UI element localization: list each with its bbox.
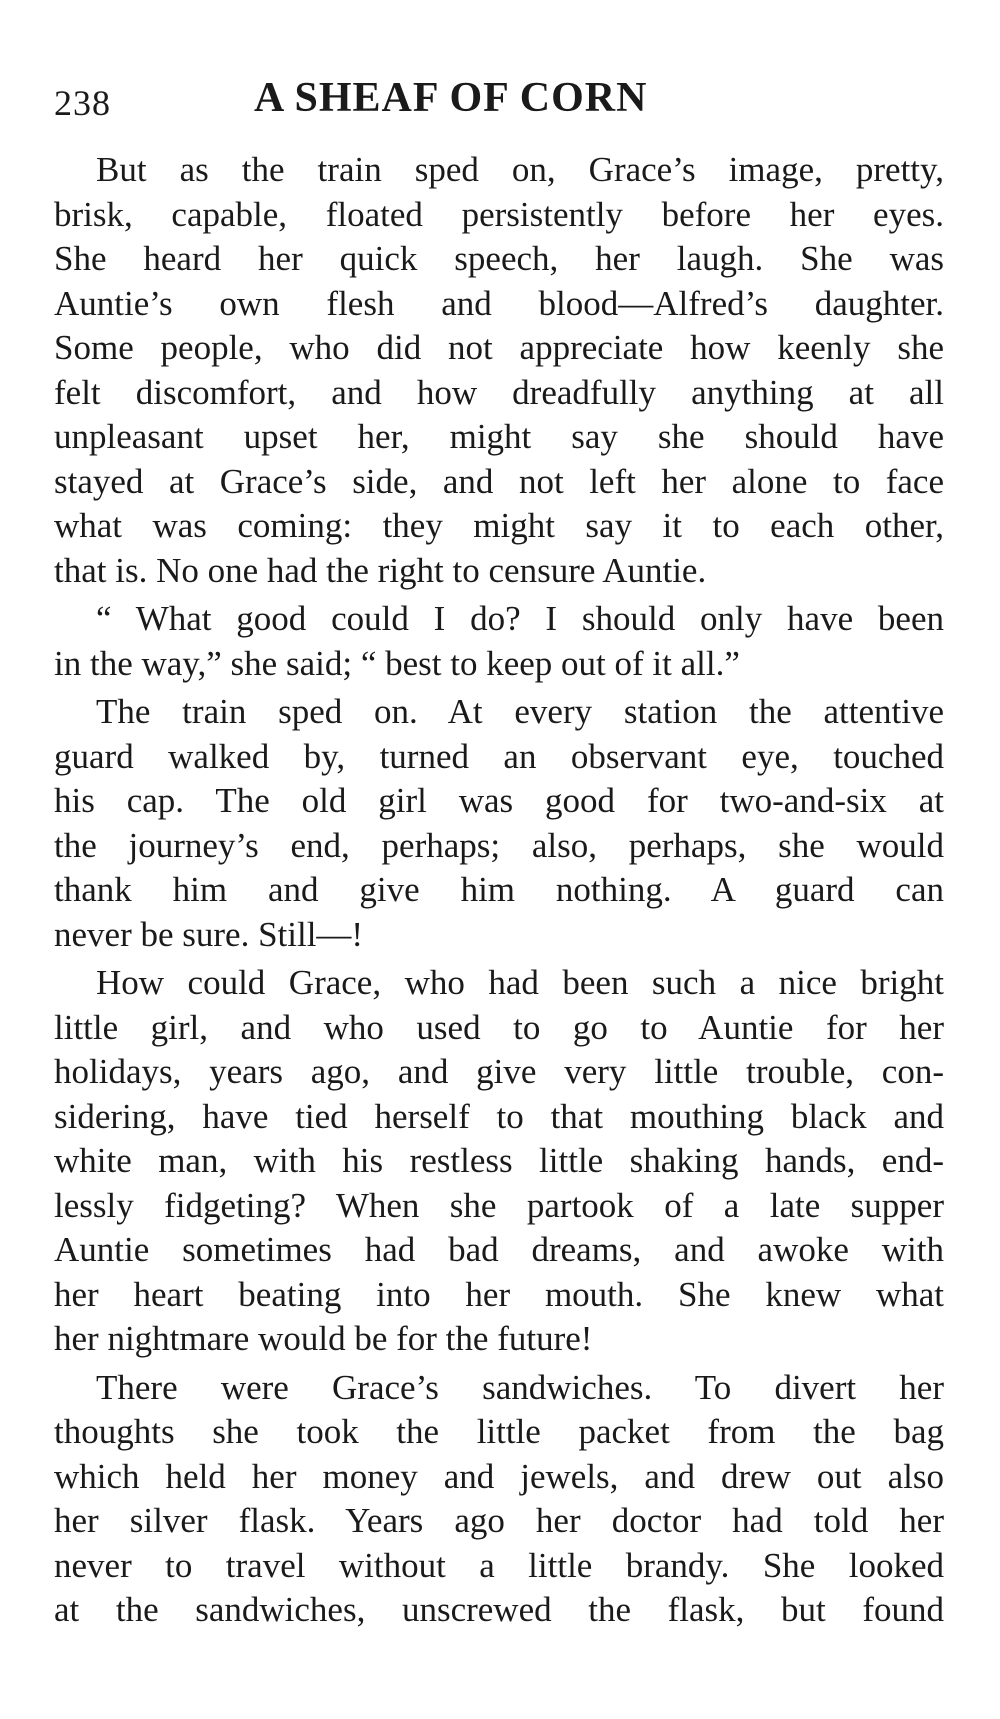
text-line: She heard her quick speech, her laugh. She was [54,239,944,278]
text-line: brisk, capable, floated persistently before her eyes. [54,194,944,234]
text-line: in the way,” she said; “ best to keep out of it all.” [54,643,740,683]
text-line: The train sped on. At every station the attentive [96,692,944,731]
text-line: her heart beating into her mouth. She knew what [54,1274,944,1314]
text-line: never to travel without a little brandy. She looked [54,1545,944,1585]
text-line: Some people, who did not appreciate how keenly she [54,328,944,367]
text-line: How could Grace, who had been such a nice bright [96,963,944,1002]
text-line: “ What good could I do? I should only have been [96,599,944,638]
text-line: which held her money and jewels, and drew out also [54,1456,944,1496]
text-line: his cap. The old girl was good for two-and-six at [54,781,944,820]
text-line: her silver flask. Years ago her doctor had told her [54,1501,944,1540]
text-line: stayed at Grace’s side, and not left her alone to face [54,461,944,501]
running-head-title: A SHEAF OF CORN [254,75,648,121]
body-text [54,148,944,1633]
text-line: never be sure. Still—! [54,914,364,954]
text-line: her nightmare would be for the future! [54,1319,593,1358]
text-line: that is. No one had the right to censure Auntie. [54,550,707,590]
page-header [54,74,934,134]
text-line: But as the train sped on, Grace’s image, pretty, [96,150,944,189]
text-line: the journey’s end, perhaps; also, perhaps, she would [54,825,944,865]
text-line: little girl, and who used to go to Auntie for her [54,1007,944,1047]
text-line: unpleasant upset her, might say she should have [54,417,944,456]
text-line: holidays, years ago, and give very little trouble, con- [54,1052,944,1091]
text-line: thank him and give him nothing. A guard can [54,870,944,909]
text-line: Auntie sometimes had bad dreams, and awoke with [54,1230,944,1269]
text-line: Auntie’s own flesh and blood—Alfred’s daughter. [54,283,944,323]
text-line: thoughts she took the little packet from the bag [54,1412,944,1451]
text-line: lessly fidgeting? When she partook of a late supper [54,1185,944,1225]
text-line: felt discomfort, and how dreadfully anything at all [54,372,944,412]
text-line: There were Grace’s sandwiches. To divert her [96,1367,944,1407]
text-line: sidering, have tied herself to that mouthing black and [54,1096,944,1136]
text-line: white man, with his restless little shaking hands, end- [54,1141,944,1180]
text-line: at the sandwiches, unscrewed the flask, but found [54,1590,944,1629]
page-number: 238 [54,83,111,123]
text-line: what was coming: they might say it to each other, [54,506,944,545]
text-line: guard walked by, turned an observant eye, touched [54,736,944,776]
